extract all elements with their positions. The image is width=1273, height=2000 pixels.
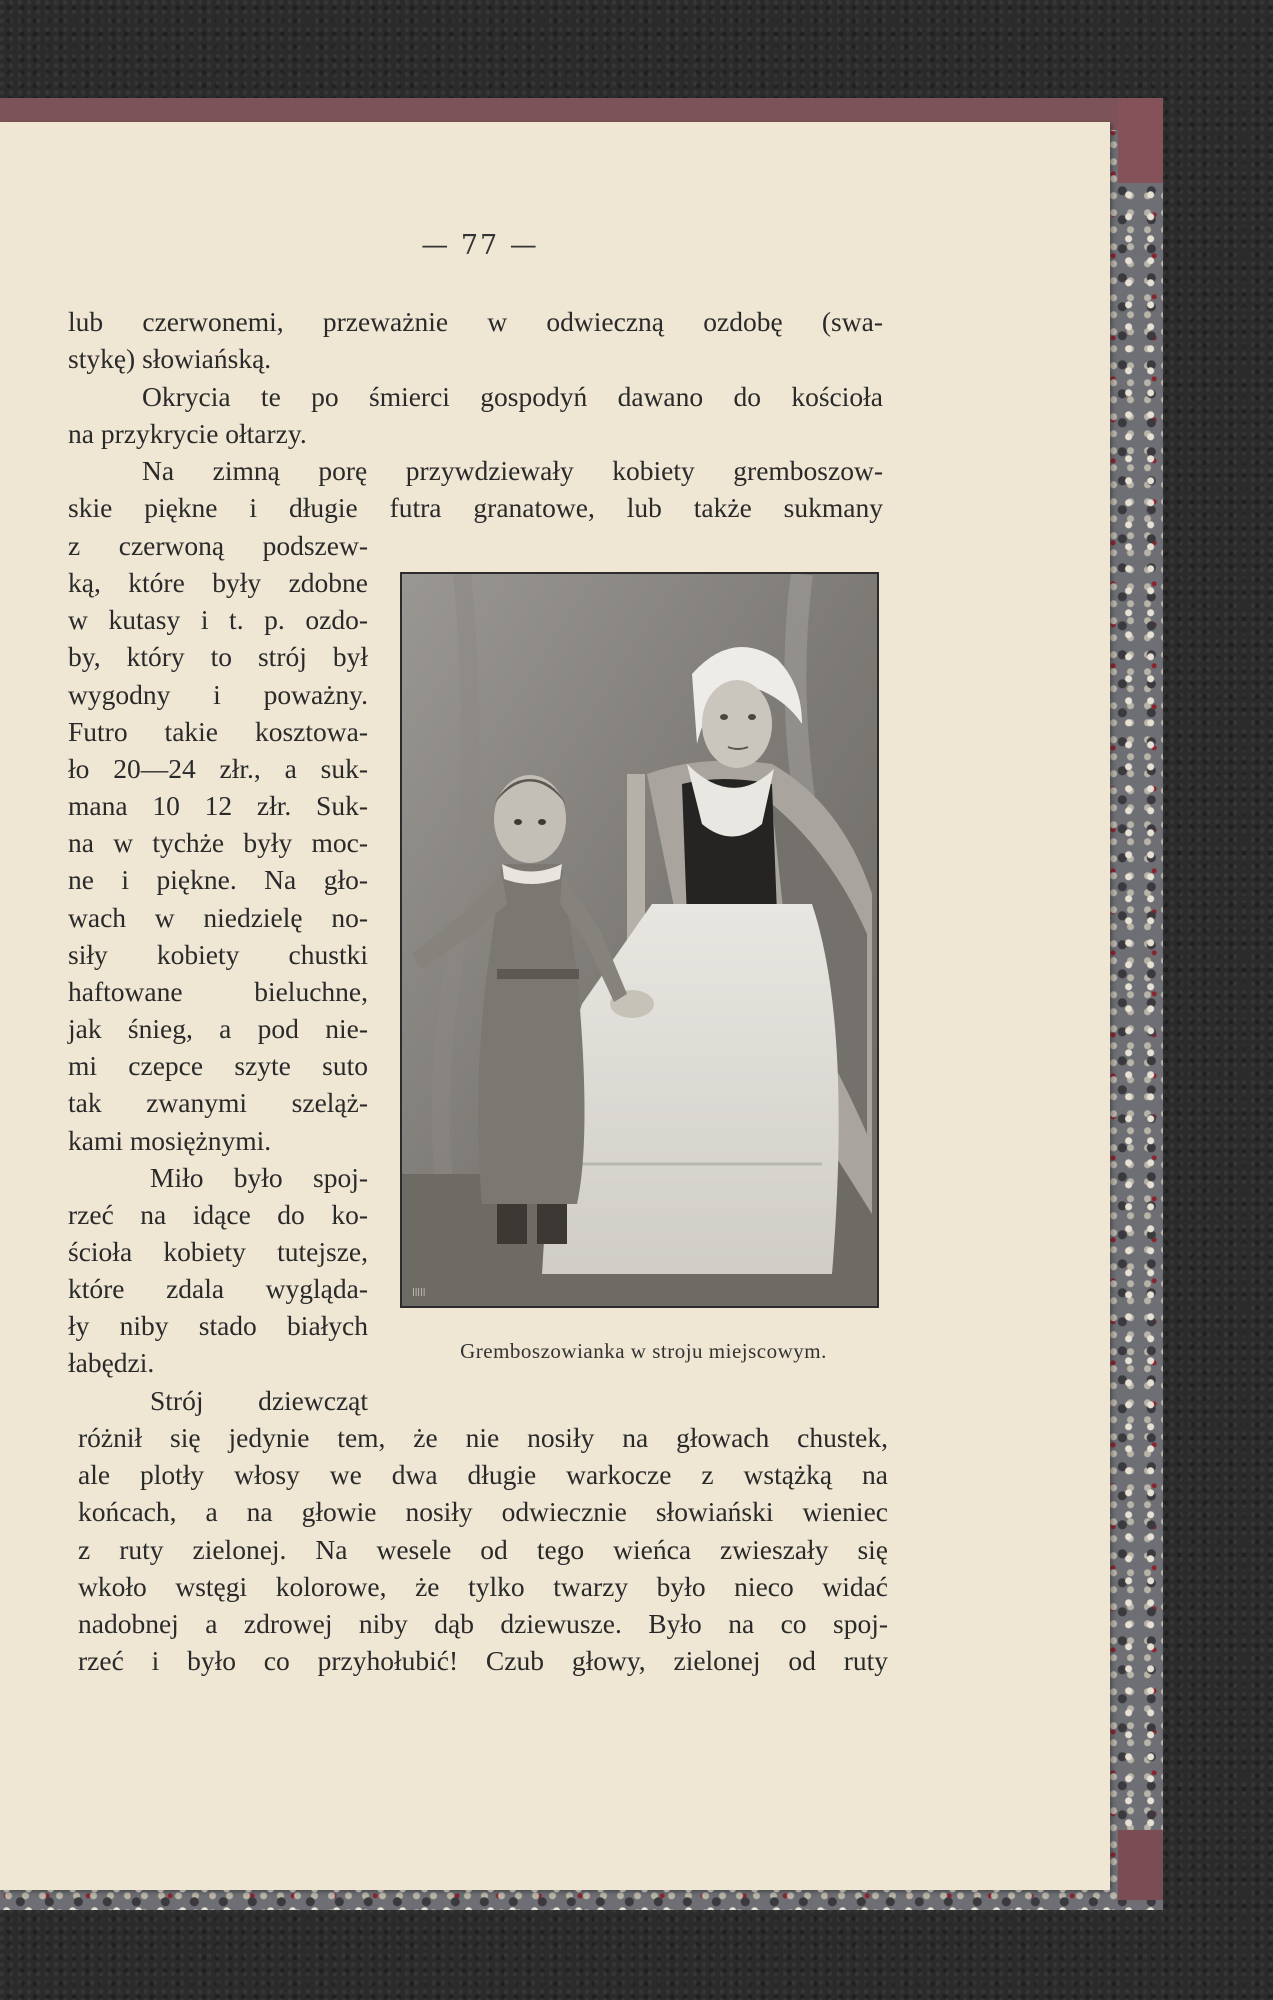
text-line: Miło było spoj- <box>150 1162 368 1193</box>
text-line: wach w niedzielę no- <box>68 902 368 933</box>
text-line: ły niby stado białych <box>68 1310 368 1341</box>
text-line: które zdala wygląda- <box>68 1273 368 1304</box>
text-line: ło 20—24 złr., a suk- <box>68 753 368 784</box>
text-line: ale plotły włosy we dwa długie warkocze z wstążką na <box>78 1459 888 1490</box>
text-line: tak zwanymi szeląż- <box>68 1087 368 1118</box>
text-line: lub czerwonemi, przeważnie w odwieczną ozdobę (swa- <box>68 306 883 337</box>
text-line: końcach, a na głowie nosiły odwiecznie słowiański wieniec <box>78 1496 888 1527</box>
text-line: na w tychże były moc- <box>68 827 368 858</box>
text-line: nadobnej a zdrowej niby dąb dziewusze. Było na co spoj- <box>78 1608 888 1639</box>
book-corner-top <box>1118 98 1163 183</box>
text-line: z czerwoną podszew- <box>68 530 368 561</box>
figure-caption: Gremboszowianka w stroju miejscowym. <box>460 1339 827 1363</box>
text-line: siły kobiety chustki <box>68 939 368 970</box>
text-line: kami mosiężnymi. <box>68 1125 272 1156</box>
text-line: mana 10 12 złr. Suk- <box>68 790 368 821</box>
text-line: różnił się jedynie tem, że nie nosiły na głowach chustek, <box>78 1422 888 1453</box>
page-number: — 77 — <box>421 230 539 261</box>
photograph-illustration <box>402 574 877 1306</box>
text-line: w kutasy i t. p. ozdo- <box>68 604 368 635</box>
photograph <box>400 572 879 1308</box>
text-line: skie piękne i długie futra granatowe, lub także sukmany <box>68 492 883 523</box>
text-line: z ruty zielonej. Na wesele od tego wieńca zwieszały się <box>78 1534 888 1565</box>
svg-text:|||||: ||||| <box>412 1287 426 1296</box>
text-line: by, który to strój był <box>68 641 368 672</box>
text-line: Futro takie kosztowa- <box>68 716 368 747</box>
book-corner-bottom <box>1118 1830 1163 1900</box>
text-line: haftowane bieluchne, <box>68 976 368 1007</box>
text-line: wygodny i poważny. <box>68 679 368 710</box>
text-line: Okrycia te po śmierci gospodyń dawano do kościoła <box>142 381 883 412</box>
text-line: Strój dziewcząt <box>150 1385 368 1416</box>
text-line: wkoło wstęgi kolorowe, że tylko twarzy było nieco widać <box>78 1571 888 1602</box>
text-line: rzeć na idące do ko- <box>68 1199 368 1230</box>
text-line: ne i piękne. Na gło- <box>68 864 368 895</box>
text-line: rzeć i było co przyhołubić! Czub głowy, zielonej od ruty <box>78 1645 888 1676</box>
text-line: jak śnieg, a pod nie- <box>68 1013 368 1044</box>
text-line: stykę) słowiańską. <box>68 343 272 374</box>
text-line: ką, które były zdobne <box>68 567 368 598</box>
text-line: mi czepce szyte suto <box>68 1050 368 1081</box>
text-line: na przykrycie ołtarzy. <box>68 418 307 449</box>
text-line: łabędzi. <box>68 1347 155 1378</box>
text-line: ścioła kobiety tutejsze, <box>68 1236 368 1267</box>
text-line: Na zimną porę przywdziewały kobiety gremboszow- <box>142 455 883 486</box>
